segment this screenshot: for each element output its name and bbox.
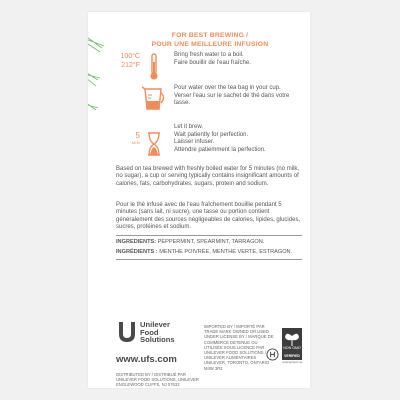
non-gmo-site-text: nongmoproject.org: [282, 361, 302, 364]
unilever-food-solutions-logo: [116, 320, 196, 350]
tea-box-panel: [88, 12, 310, 388]
ingredients-english-value: PEPPERMINT, SPEARMINT, TARRAGON.: [156, 239, 265, 245]
divider-bottom: [116, 259, 302, 260]
non-gmo-verified-text: VERIFIED: [284, 354, 300, 358]
non-gmo-top-text: NON GMO: [283, 346, 301, 350]
ingredients-english: [116, 238, 306, 246]
hourglass-icon: [144, 130, 164, 160]
step-brew-en-2: Wait patiently for perfection.: [174, 131, 249, 138]
step-brew-text: [174, 124, 304, 154]
unilever-logo-icon: [116, 320, 138, 344]
step-boil-text: [174, 52, 304, 67]
nutrition-english: Based on tea brewed with freshly boiled water for 5 minutes (no milk, no sugar), a cup or serving typically contains insignificant amounts of calories, fats, carbohydrates, sugars, protein and sodium.: [116, 166, 300, 187]
temperature-readout: [118, 52, 140, 70]
ingredients-french-value: MENTHE POIVRÉE, MENTHE VERTE, ESTRAGON.: [157, 249, 293, 255]
imported-by: IMPORTED BY / IMPORTÉ PAR TRADE MARK OWNED OR USED UNDER LICENSE BY / MARQUE DE COMMERCE DÉTENUE OU UTILISÉE SOUS LICENCE PAR UNILEVER FOOD SOLUTIONS / UNILEVER ALIMENTAIRES UNILEVER, TORONTO, ONTARIO M4W 3R2: [204, 324, 274, 371]
brew-minutes-label: MIN: [131, 140, 140, 145]
step-boil: [118, 52, 303, 88]
mint-leaves-decoration: [88, 30, 112, 120]
header-french: POUR UNE MEILLEURE INFUSION: [151, 40, 269, 48]
header-english: FOR BEST BREWING /: [171, 32, 249, 39]
step-brew-en-1: Let it brew.: [174, 124, 204, 130]
distributed-by: DISTRIBUTED BY / DISTRIBUÉ PAR UNILEVER FOOD SOLUTIONS, UNILEVER ENGLEWOOD CLIFFS, NJ 07632: [116, 372, 199, 388]
thermometer-icon: [144, 52, 164, 82]
kosher-symbol-icon: [266, 348, 279, 361]
brand-name-line2: Food: [140, 327, 159, 337]
nutrition-french: Pour le thé infusé avec de l'eau fraîchement bouillie pendant 5 minutes (sans lait, ni sucre), une tasse ou portion contient généralement des sources négligeables de calories, lipides, glucides, sucres, protéines et sodium.: [116, 202, 301, 231]
step-brew-fr-1: Laisser infuser.: [174, 139, 215, 146]
step-brew-fr-2: Attendre patiemment la perfection.: [174, 146, 266, 153]
measuring-cup-icon: [140, 85, 166, 115]
temp-celsius: 100°C: [120, 53, 140, 60]
step-brew: [118, 116, 303, 152]
ingredients-english-label: INGREDIENTS:: [116, 239, 157, 245]
brew-minutes-value: 5: [135, 131, 140, 140]
brew-minutes: [118, 132, 140, 146]
divider-top: [116, 235, 302, 236]
step-pour-en: Pour water over the tea bag in your cup.: [174, 85, 281, 91]
ingredients-french: [116, 248, 306, 256]
ingredients-french-label: INGRÉDIENTS :: [116, 249, 158, 255]
brewing-header: [118, 32, 302, 49]
brand-name-line3: Solutions: [140, 335, 175, 345]
step-boil-en: Bring fresh water to a boil.: [174, 52, 244, 58]
temp-fahrenheit: 212°F: [121, 62, 140, 69]
non-gmo-badge: [282, 328, 302, 368]
brand-name-line1: Unilever: [140, 320, 170, 329]
website-link[interactable]: www.ufs.com: [116, 354, 177, 365]
step-pour-fr: Verser l'eau sur le sachet de thé dans votre tasse.: [174, 92, 290, 107]
brand-name: [140, 321, 175, 344]
step-boil-fr: Faire bouillir de l'eau fraîche.: [174, 59, 251, 66]
step-pour-text: [174, 85, 304, 108]
